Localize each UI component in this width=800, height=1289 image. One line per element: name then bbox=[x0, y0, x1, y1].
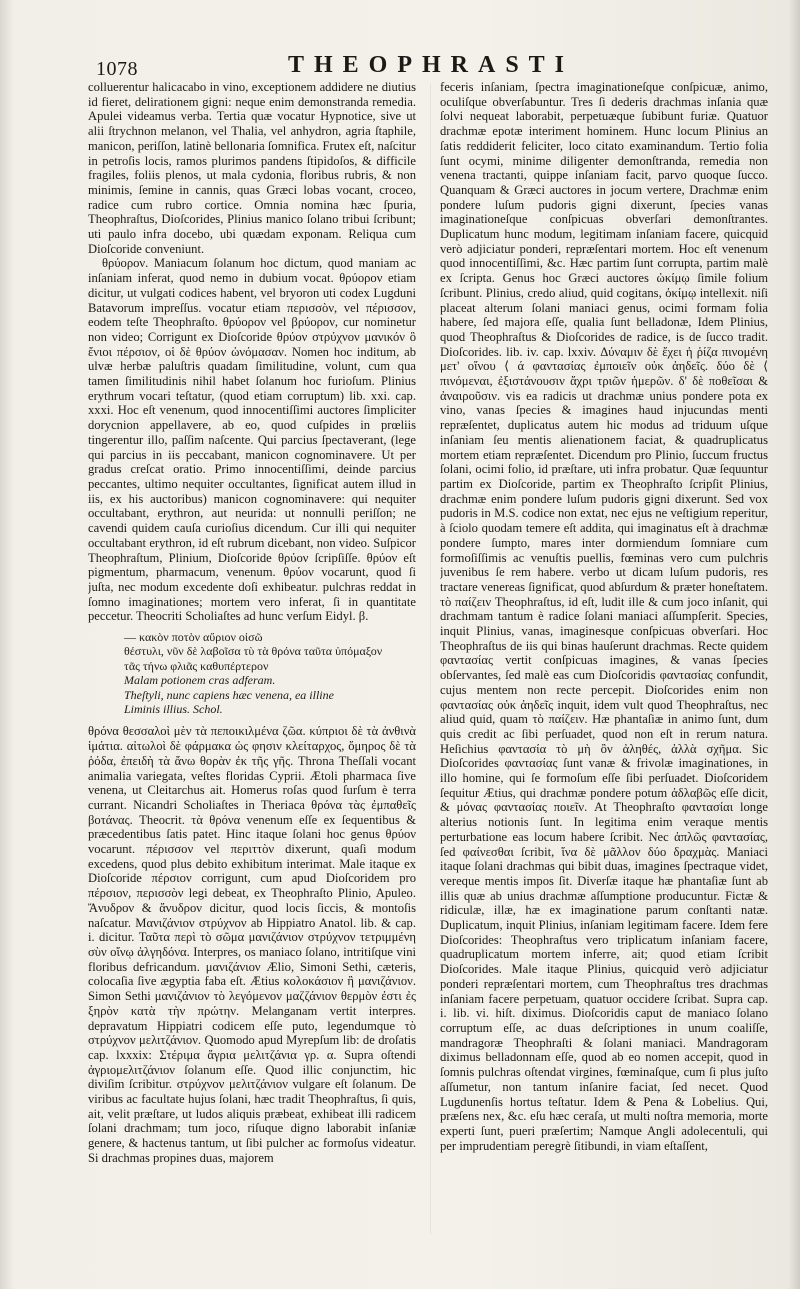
page-edge-shadow bbox=[788, 0, 800, 1289]
left-column bbox=[88, 80, 416, 1250]
left-paragraph-1: colluerentur halicacabo in vino, exceptionem addidere ne diutius id fieret, delirationem gigni: neque enim demonstranda remedia. Apulei videamus verba. Tertia quæ vocatur Hypnotice, sive ut alii ſtrychnon melanon, vel Thalia, vel anhydron, agria ſtaphile, manicon, periſſon, latinè bellonaria ſomnifica. Frutex eſt, naſcitur in petroſis locis, ramos plurimos pandens ſtipidoſos, & difficile fragiles, foliis plenos, ut mala cydonia, floribus rubris, & non minimis, ſemine in cannis, quas Græci lobas vocant, croceo, radice cum rubro cortice. Omnia nomina hæc ſpuria, Theophraſtus, Dioſcorides, Plinius manico ſolano tribui ſcribunt; uti paulo infra docebo, ubi quædam exponam. Reliqua cum Dioſcoride conveniunt. bbox=[88, 80, 416, 256]
right-column bbox=[440, 80, 768, 1250]
left-paragraph-2: θρύορον. Maniacum ſolanum hoc dictum, quod maniam ac inſaniam inferat, quod nemo in dubium vocat. θρύορον etiam dicitur, ut vulgati codices habent, vel bryoron uti codex Lugduni Batavorum impreſſus. vocatur etiam περισσὸν, vel πέρισσον, eodem teſte Theophraſto. θρύορον vel βρύορον, cur nominetur non video; Corrigunt ex Dioſcoride θρύον στρύχνον μανικόν ὃ ἔνιοι πέρσιον, οἱ δὲ θρύον ὠνόμασαν. Nomen hoc inditum, ab ulvæ herbæ paluſtris quadam ſimilitudine, volunt, cum qua tamen ſimilitudinis nihil habet ſolanum hoc furioſum. Plinius erythrum vocari teſtatur, (quod etiam corruptum) lib. xxi. cap. xxxi. Hoc eſt venenum, quod innocentiſſimi auctores ſimpliciter dorycnion appellavere, ab eo, quod cuſpides in prœliis tingerentur illo, paſſim naſcente. Qui parcius ſpectaverant, (lege qui parcius in iis peccabant, manicon cognominavere. Ut per gradus creſcat oratio. Primo innocentiſſimi, deinde parcius peccantes, ultimo nequiter occultantes, ſignificat autem illud in iis, ex his auctoribus) manicon cognominavere: qui nequiter occultabant, erythron, aut neurida: ut nonnulli periſſon; ne cavendi quidem cauſa curioſius dicendum. Cur illi qui nequiter occultabant erythron, id eſt rubrum dicebant, non video. Suſpicor Theophraſtum, Plinium, Dioſcoride θρύον ſcripſiſſe. θρύον eſt pigmentum, pharmacum, venenum. θρύον vocarunt, quod ſi juſta, nec modum excedente doſi exhibeatur. pulchras reddat in ſomno imaginationes; mortem vero inferat, ſi in quantitate peccetur. Theocriti Scholiaſtes ad hunc verſum Eidyl. β. bbox=[88, 256, 416, 624]
left-paragraph-3: θρόνα θεσσαλοὶ μὲν τὰ πεποικιλμένα ζῶα. κύπριοι δὲ τὰ ἀνθινὰ ἱμάτια. αἰτωλοὶ δὲ φάρμακα ὡς φησιν κλείταρχος, ὅμηρος δὲ τὰ ῥόδα, ἐπειδὴ τὰ ἄνω θορὰν ἐκ τῆς γῆς. Throna Theſſali vocant animalia variegata, veſtes floridas Cyprii. Ætoli pharmaca ſive venena, ut Cleitarchus ait. Homerus roſas quod ſurſum è terra currant. Nicandri Scholiaſtes in Theriaca θρόνα τὰς ἐμπαθεῖς βοτάνας. Theocrit. τὰ θρόνα venenum eſſe ex ſequentibus & præcedentibus ſatis patet. Hinc itaque ſolani hoc genus θρύον vocarunt. πέρισσον vel περιττὸν dixerunt, quaſi modum excedens, quod plus debito exhibitum interimat. Male itaque ex Dioſcoride πέρσιον corrigunt, cum apud Dioſcoridem pro πέρσιον, περισσὸν legi debeat, ex Theophraſto Plinio, Apuleo. Ἄνυδρον & ἄνυδρον dicitur, quod locis ſiccis, & montoſis naſcatur. Μανιζάνιον στρύχνον ab Hippiatro Anatol. lib. & cap. i. dicitur. Ταῦτα περὶ τὸ σῶμα μανιζάνιον στρύχνον τετριμμένη σὺν οἴνῳ ἀλγηδόνα. Interpres, os maniaco ſolano, intritiſque vini floribus defricandum. μανιζάνιον Ælio, Simoni Sethi, cæteris, colocaſia ſive ægyptia faba eſt. Ætius κολοκάσιον ἢ μανιζάνιον. Simon Sethi μανιζάνιον τὸ λεγόμενον μαζζάνιον θερμὸν ἐστι ἐς ξηρὸν κατὰ τὴν πρώτην. Melanganam vertit interpres. depravatum Hippiatri codicem eſſe puto, legendumque τὸ στρύχνον μελιτζάνιον. Quomodo apud Myrepſum lib: de droſatis cap. lxxxix: Στέριμα ἄγρια μελιτζάνια γρ. α. Supra oſtendi ἀγριομελιτζάνιον ſolanum eſſe. Quod illic conjunctim, hic diviſim ſcribitur. στρύχνον μελιτζάνιον vulgare eſt ſolanum. De viribus ac facultate hujus ſolani, hæc tradit Theophraſtus, ſi quis, ait, velit præſtare, ut ludos aliquis præbeat, exhibeat illi radicem ſolani drachmam; tum joco, riſuque digno laborabit inſaniæ genere, & hactenus tantum, ut ſibi pulcher ac formoſus videatur. Si drachmas propines duas, majorem bbox=[88, 724, 416, 1165]
verse-quotation bbox=[124, 630, 416, 716]
right-paragraph-1: feceris inſaniam, ſpectra imaginationeſque conſpicuæ, animo, oculiſque obverſabuntur. Tres ſi dederis drachmas inſania quæ ſolvi nequeat laborabit, perpetuæque ſubibunt furiæ. Quatuor drachmæ epotæ interiment hominem. Hunc locum Plinius an ſatis reddiderit feliciter, loco citato examinandum. Tertio folia ſunt ocymi, minime diligenter demonſtranda, remedia non venena tractanti, quippe inſaniam facit, parvo quoque ſucco. Quanquam & Græci auctores in jocum vertere, Drachmæ enim pondere luſum pudoris gigni dixerunt, ſpecies vanas imaginationeſque conſpicuas obverſari demonſtrantes. Duplicatum hunc modum, legitimam inſaniam facere, quicquid verò adjiciatur ponderi, repræſentari mortem. Hoc eſt venenum quod innocentiſſimi, &c. Hæc partim ſunt corrupta, partim malè ex ſcripta. Genus hoc Græci auctores ὠκίμῳ ſimile folium ſcribunt. Plinius, credo aliud, quid cogitans, ὀκίμῳ intellexit. niſi placeat alterum ſolani maniaci genus, ocimi formam folia habere, ſed majora eſſe, qualia ſunt belladonæ, Idem Plinius, quod Theophraſtus & Dioſcorides de radice, is de ſucco tradit. Dioſcorides. lib. iv. cap. lxxiv. Δύναμιν δὲ ἔχει ἡ ῥίζα πινομένη μετ' οἴνου ⟨ ά φαντασίας ἐμποιεῖν οὐκ ἀηδεῖς. δύο δὲ ⟨ πινόμεναι, ἐξιστάνουσιν ἄχρι τριῶν ἡμερῶν. δ' δὲ ποθεῖσαι & ἀναιροῦσιν. vis ea radicis ut drachmæ unius pondere pota ex vino, vanas ſpecies & imagines haud injucundas menti repræſentet, duplicatus autem hic modus ad triduum uſque inſaniam ſeu mentis alienationem faciat, & quadruplicatus mortem etiam repræſentet. Dicendum pro Plinio, ſuccum fructus ſolani, ocimi folio, id præſtare, uti infra probatur. Quæ ſequuntur partim ex Dioſcoride, partim ex Theophraſto ſcripſit Plinius, drachmæ enim pondere luſum pudoris gigni dixerunt. Sed vox pudoris in M.S. codice non extat, nec ejus ne veſtigium reperitur, à ſciolo quodam temere eſt addita, qui imaginatus eſt à drachmæ pondere ſumpto, mares inter dormiendum ſomniare cum formoſiſſimis ac venuſtis puellis, fœminas vero cum pulchris juvenibus ſe rem habere. verbo ut dicam luſum pudoris, res tractare venereas ſignificat, quod abſurdum & præter honeſtatem. τὸ παίζειν Theophraſtus, id eſt, ludit ille & cum joco inſanit, qui drachmam tantum è radice ſolani maniaci aſſumpſerit. Species, inquit Plinius, vanas, imaginesque conſpicuas obverſari. Hoc Theophraſtus de iis qui binas hauſerunt drachmas. Recte quidem φαντασίας vertit conſpicuas imagines, & vanas ſpecies obſervantes, ſed malè eas cum Dioſcoridis φαντασίας confundit, cujus mentem non recte percepit. Dioſcorides enim non φαντασίας οὐκ ἀηδεῖς inquit, idem vult quod Theophraſtus, nec aliud quid, quam τὸ παίζειν. Hæ phantaſiæ in animo ſunt, dum quis credit ac ſibi perſuadet, quod non eſt in rerum natura. Heſichius φαντασία τὸ μὴ ὂν ἀληθές, ἀλλὰ σχῆμα. Sic Dioſcorides φαντασίας ſunt vanæ & frivolæ imaginationes, in illo homine, qui ſe formoſum eſſe ſibi perſuadet. Dioſcoridem ſequitur Ætius, qui drachmæ pondere potum ἀδλαβῶς eſſe dicit, & μόνας φαντασίας ποιεῖν. At Theophraſto φαντασίαι longe alterius notionis ſunt. In legitima enim veraque mentis perturbatione eas locum habere ſcribit. Nec ἀπλῶς φαντασίας, ſed φαίνεσθαι ſcribit, ἵνα δὲ μᾶλλον δύο δραχμὰς. Maniaci itaque ſolani drachmas qui bibit duas, imagines ſpectraque videt, vereque mentis impos ſit. Diverſæ itaque hæ phantaſiæ ſunt ab illis quæ ab unius drachmæ aſſumptione producuntur. Fictæ & ridiculæ, illæ, hæ ex imaginatione parum conſtanti natæ. Duplicatum, inquit Plinius, inſaniam legitimam facere. Idem fere Dioſcorides: Theophraſtus vero triplicatum inſaniam facere, quadruplicatum mortem inferre, ait; quod etiam ſcribit Dioſcorides. Male itaque Plinius, quicquid verò adjiciatur ponderi repræſentari mortem, cum Theophraſtus tres drachmas inſaniam facere perpetuam, quatuor occidere ſcribat. Supra cap. i. lib. vi. hiſt. diximus. Dioſcoridis caput de maniaco ſolano corruptum eſſe, ac duas deſcriptiones in unum coaliſſe, mandragoræ Theophraſti & ſolani maniaci. Mandragoram diximus belladonnam eſſe, quod ab eo nomen accepit, quod in ſomnis pulchras oſtendat virgines, fœminaſque, cum ſi plus juſto aſſumetur, non tantum inſanire faciat, ſed necet. Quod Lugdunenſis hortus teſtatur. Idem & Pena & Lobelius. Qui, præſens nex, &c. eſu hæc ceraſa, ut multi noſtra memoria, morte experti ſunt, pueri præſertim; Namque Angli adolecentuli, qui per imprudentiam peregrè ſitibundi, in viam eſtaſſent, bbox=[440, 80, 768, 1153]
verse-line-5: Theſtyli, nunc capiens hæc venena, ea illine bbox=[124, 687, 334, 702]
page-number: 1078 bbox=[96, 58, 138, 80]
verse-line-6: Liminis illius. Schol. bbox=[124, 702, 223, 717]
running-title: THEOPHRASTI bbox=[287, 52, 575, 78]
verse-line-4: Malam potionem cras adferam. bbox=[124, 673, 276, 688]
verse-line-1: — κακὸν ποτὸν αὔριον οἰσῶ bbox=[124, 630, 263, 645]
page-header bbox=[96, 52, 766, 80]
column-gutter bbox=[430, 84, 431, 1234]
verse-line-2: θέστυλι, νῦν δὲ λαβοῖσα τὺ τὰ θρόνα ταῦτα ὑπόμαξον bbox=[124, 644, 383, 659]
verse-line-3: τᾶς τήνω φλιᾶς καθυπέρτερον bbox=[124, 658, 269, 673]
